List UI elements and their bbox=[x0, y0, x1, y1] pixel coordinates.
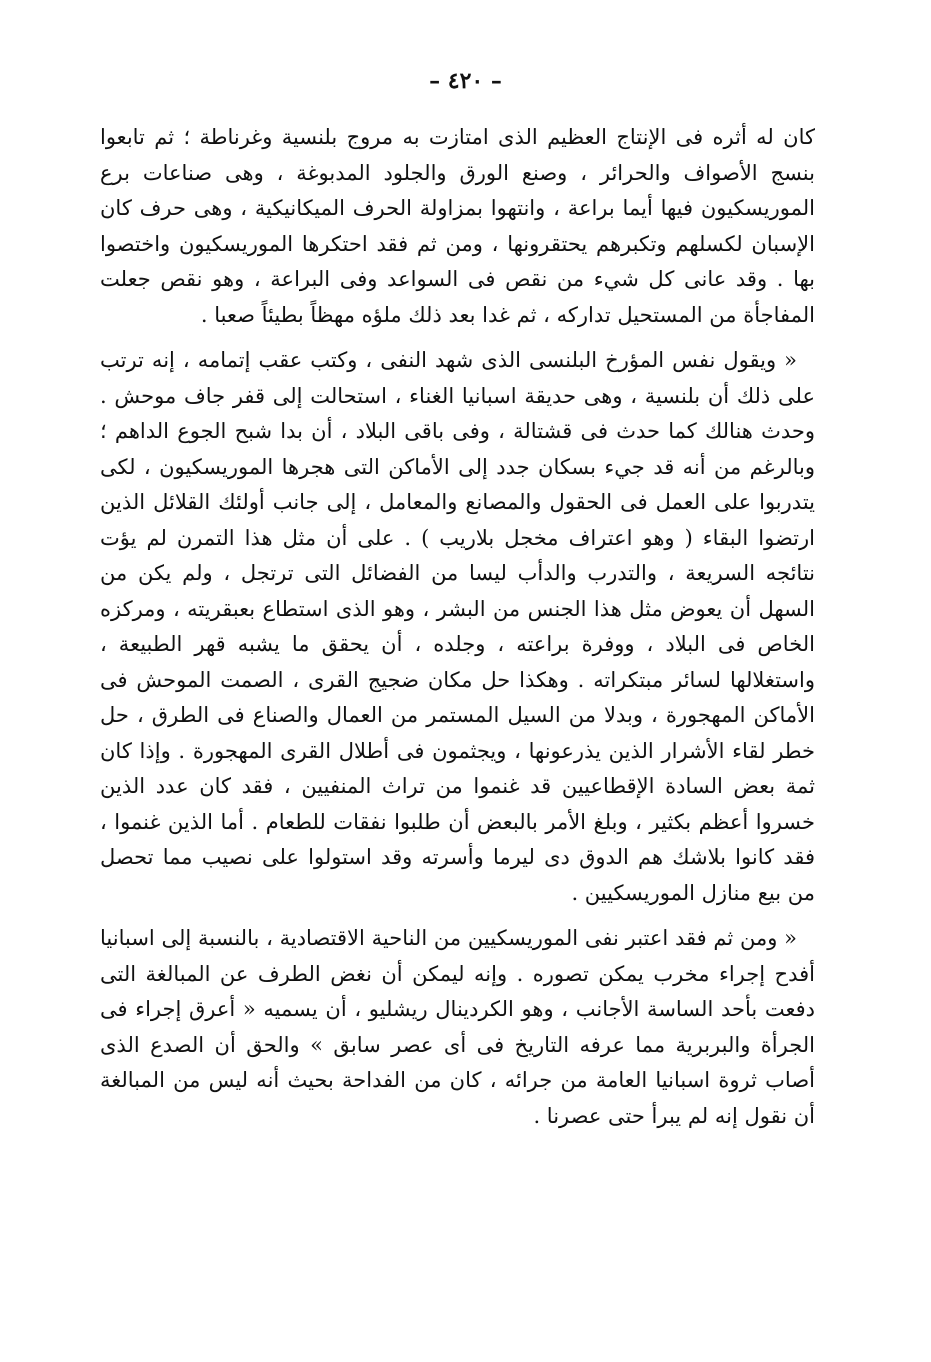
page-number: – ٤٢٠ – bbox=[429, 68, 502, 94]
paragraph: « ويقول نفس المؤرخ البلنسى الذى شهد النفى ، وكتب عقب إتمامه ، إنه ترتب على ذلك أن بلنسية ، وهى حديقة اسبانيا الغناء ، استحالت إلى قفر جاف موحش . وحدث هنالك كما حدث فى قشتالة ، وفى باقى البلاد ، أن بدا شبح الجوع الداهم ؛ وبالرغم من أنه قد جيء بسكان جدد إلى الأماكن التى هجرها الموريسكيون ، لكى يتدربوا على العمل فى الحقول والمصانع والمعامل ، إلى جانب أولئك القلائل الذين ارتضوا البقاء ( وهو اعتراف مخجل بلاريب ) . على أن مثل هذا التمرن لم يؤت نتائجه السريعة ، والتدرب والدأب ليسا من الفضائل التى ترتجل ، ولم يكن من السهل أن يعوض مثل هذا الجنس من البشر ، وهو الذى استطاع بعبقريته ، ومركزه الخاص فى البلاد ، ووفرة براعته ، وجلده ، أن يحقق ما يشبه قهر الطبيعة ، واستغلالها لسائر مبتكراته . وهكذا حل مكان ضجيج القرى ، الصمت الموحش فى الأماكن المهجورة ، وبدلا من السيل المستمر من العمال والصناع فى الطرق ، حل خطر لقاء الأشرار الذين يذرعونها ، ويجثمون فى أطلال القرى المهجورة . وإذا كان ثمة بعض السادة الإقطاعيين قد غنموا من تراث المنفيين ، فقد كان عدد الذين خسروا أعظم بكثير ، وبلغ الأمر بالبعض أن طلبوا نفقات للطعام . أما الذين غنموا ، فقد كانوا بلاشك هم الدوق دى ليرما وأسرته وقد استولوا على نصيب مما تحصل من بيع منازل الموريسكيين . bbox=[100, 348, 815, 905]
paragraph: « ومن ثم فقد اعتبر نفى الموريسكيين من الناحية الاقتصادية ، بالنسبة إلى اسبانيا أفدح إجراء مخرب يمكن تصوره . وإنه ليمكن أن نغض الطرف عن المبالغة التى دفعت بأحد الساسة الأجانب ، وهو الكردينال ريشليو ، أن يسميه « أعرق إجراء فى الجرأة والبربرية مما عرفه التاريخ فى أى عصر سابق » والحق أن الصدع الذى أصاب ثروة اسبانيا العامة من جرائه ، كان من الفداحة بحيث أنه ليس من المبالغة أن نقول إنه لم يبرأ حتى عصرنا . bbox=[100, 926, 815, 1128]
page-body bbox=[100, 120, 815, 1134]
paragraph: كان له أثره فى الإنتاج العظيم الذى امتازت به مروج بلنسية وغرناطة ؛ ثم تابعوا بنسج الأصواف والحرائر ، وصنع الورق والجلود المدبوغة ، وهى صناعات برع الموريسكيون فيها أيما براعة ، وانتهوا بمزاولة الحرف الميكانيكية ، وهى حرف كان الإسبان لكسلهم وتكبرهم يحتقرونها ، ومن ثم فقد احتكرها الموريسكيون واختصوا بها . وقد عانى كل شيء من نقص فى السواعد وفى البراعة ، وهو نقص جعلت المفاجأة من المستحيل تداركه ، ثم غدا بعد ذلك ملؤه مهظاً بطيئاً صعبا . bbox=[100, 125, 815, 327]
